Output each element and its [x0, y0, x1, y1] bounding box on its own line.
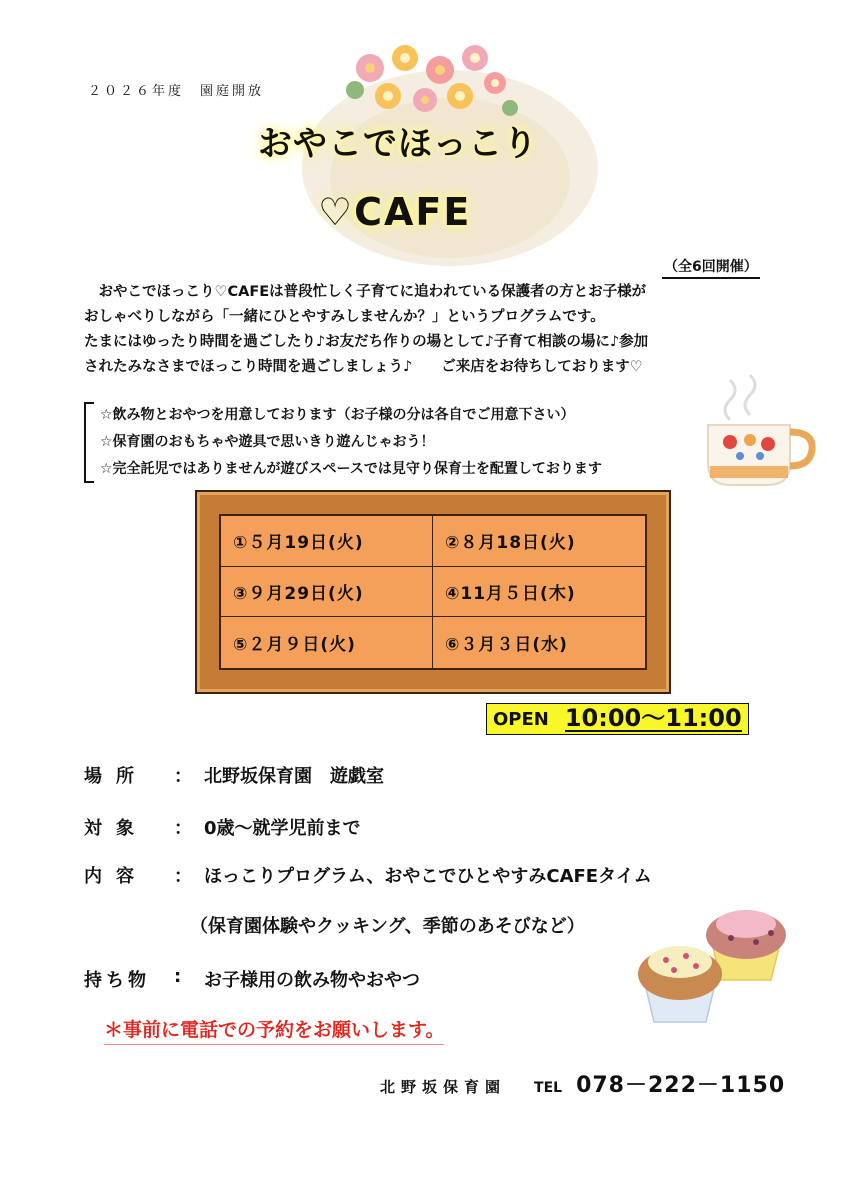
open-label: OPEN: [493, 708, 549, 730]
detail-value: 0歳～就学児前まで: [204, 818, 361, 839]
tel-label: TEL: [534, 1080, 563, 1096]
intro-line: おやこでほっこり♡CAFEは普段忙しく子育てに追われている保護者の方とお子様が: [84, 284, 647, 300]
note-item: ☆完全託児ではありませんが遊びスペースでは見守り保育士を配置しております: [100, 461, 602, 477]
intro-line: されたみなさまでほっこり時間を過ごしましょう♪ ご来店をお待ちしております♡: [84, 359, 643, 375]
detail-key: 内容: [84, 866, 148, 887]
intro-line: おしゃべりしながら「一緒にひとやすみしませんか？」というプログラムです。: [84, 309, 605, 325]
opening-hours-badge: [486, 703, 749, 735]
detail-key: 対象: [84, 818, 148, 839]
detail-value: ほっこりプログラム、おやこでひとやすみCAFEタイム: [204, 866, 652, 887]
schedule-date-1: ①５月19日(火): [221, 516, 433, 567]
muffin-illustration: [626, 900, 816, 1030]
page-title-cafe: ♡CAFE: [318, 190, 472, 234]
note-item: ☆飲み物とおやつを用意しております（お子様の分は各自でご用意下さい）: [100, 407, 575, 423]
intro-line: たまにはゆったり時間を過ごしたり♪お友だち作りの場として♪子育て相談の場に♪参加: [84, 334, 649, 350]
schedule-date-6: ⑥３月３日(水): [445, 635, 568, 656]
schedule-grid: [219, 514, 647, 670]
coffee-cup-illustration: [700, 370, 818, 490]
phone-number: 078－222－1150: [576, 1073, 786, 1098]
detail-key: 持ち物: [84, 970, 150, 991]
notes-list: [84, 402, 602, 483]
page-title: おやこでほっこり: [258, 124, 538, 164]
session-count-label: （全6回開催）: [662, 256, 760, 279]
detail-target: [84, 814, 361, 840]
open-time: 10:00～11:00: [564, 704, 742, 732]
detail-content-sub: （保育園体験やクッキング、季節のあそびなど）: [190, 916, 585, 937]
schedule-date-2: ②８月18日(火): [433, 516, 645, 567]
schedule-date-5: ⑤２月９日(火): [221, 617, 433, 668]
schedule-date-3: ③９月29日(火): [221, 567, 433, 618]
detail-separator: ：: [174, 866, 192, 887]
schedule-board: [195, 490, 671, 694]
fiscal-year-label: ２０２６年度 園庭開放: [88, 84, 265, 99]
intro-paragraph: [84, 280, 744, 380]
detail-key: 場所: [84, 766, 148, 787]
footer-contact: [380, 1068, 785, 1099]
detail-bring: [84, 966, 420, 992]
detail-value: 北野坂保育園 遊戯室: [204, 766, 384, 787]
detail-content: [84, 862, 652, 888]
detail-separator: ：: [174, 766, 192, 787]
note-item: ☆保育園のおもちゃや遊具で思いきり遊んじゃおう！: [100, 434, 435, 450]
nursery-name: 北野坂保育園: [380, 1078, 507, 1096]
detail-separator: ：: [174, 818, 192, 839]
reservation-notice: ＊事前に電話での予約をお願いします。: [104, 1015, 444, 1045]
detail-separator: :: [174, 966, 182, 987]
schedule-date-4: ④11月５日(木): [433, 567, 645, 618]
detail-place: [84, 762, 384, 788]
detail-value: お子様用の飲み物やおやつ: [204, 970, 420, 991]
